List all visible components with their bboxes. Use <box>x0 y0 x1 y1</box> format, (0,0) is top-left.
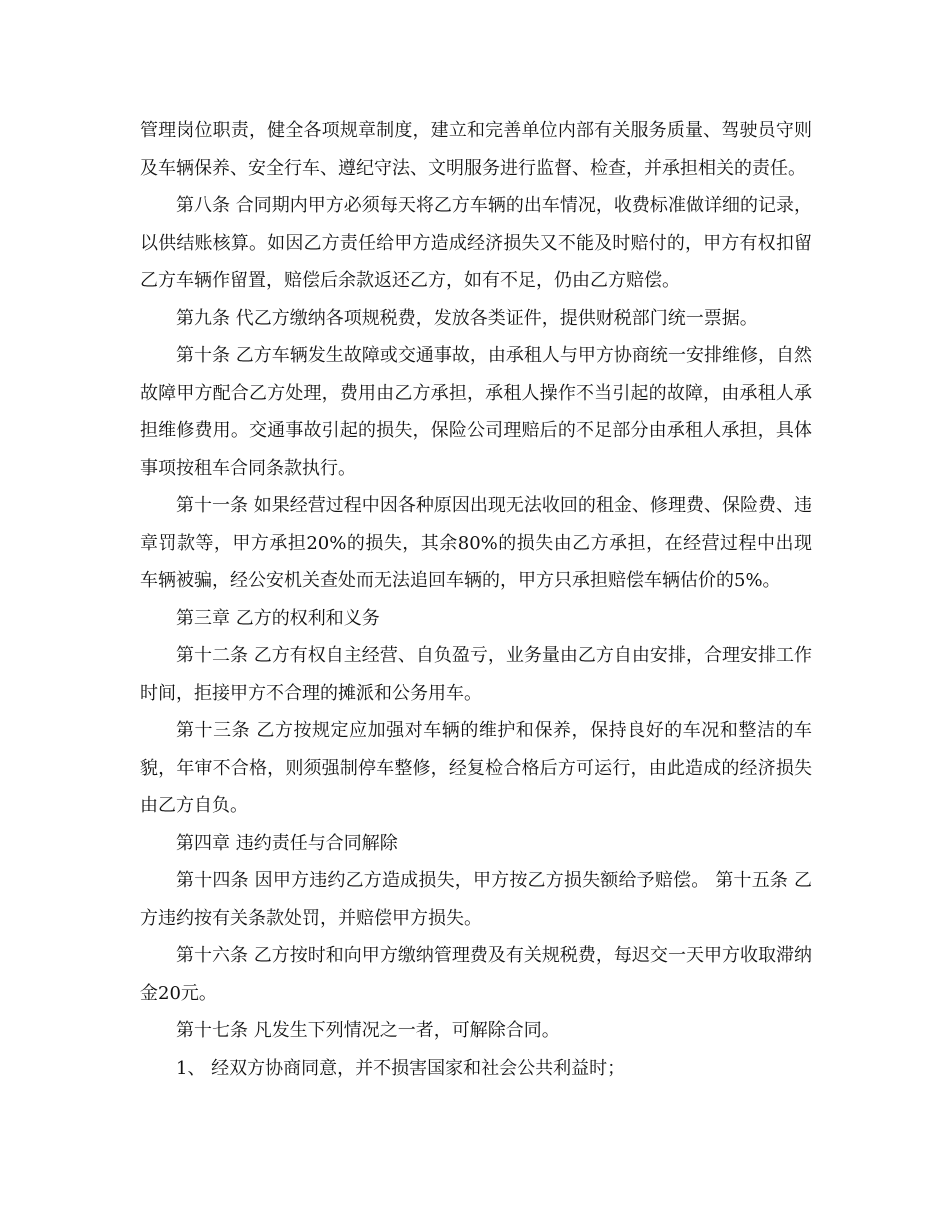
paragraph-article-12: 第十二条 乙方有权自主经营、自负盈亏，业务量由乙方自由安排，合理安排工作时间，拒接甲方不合理的摊派和公务用车。 <box>140 645 812 704</box>
chapter-3-heading: 第三章 乙方的权利和义务 <box>176 607 380 629</box>
list-item-1: 1、 经双方协商同意，并不损害国家和社会公共利益时； <box>176 1057 626 1079</box>
paragraph-article-8: 第八条 合同期内甲方必须每天将乙方车辆的出车情况，收费标准做详细的记录，以供结账核算。如因乙方责任给甲方造成经济损失又不能及时赔付的，甲方有权扣留乙方车辆作留置，赔偿后余款返还乙方，如有不足，仍由乙方赔偿。 <box>140 195 812 291</box>
document-body <box>140 112 812 1087</box>
paragraph-article-11: 第十一条 如果经营过程中因各种原因出现无法收回的租金、修理费、保险费、违章罚款等，甲方承担20%的损失，其余80%的损失由乙方承担，在经营过程中出现车辆被骗，经公安机关查处而无法追回车辆的，甲方只承担赔偿车辆估价的5%。 <box>140 495 812 591</box>
paragraph-article-10: 第十条 乙方车辆发生故障或交通事故，由承租人与甲方协商统一安排维修，自然故障甲方配合乙方处理，费用由乙方承担，承租人操作不当引起的故障，由承租人承担维修费用。交通事故引起的损失，保险公司理赔后的不足部分由承租人承担，具体事项按租车合同条款执行。 <box>140 345 812 479</box>
paragraph-article-9: 第九条 代乙方缴纳各项规税费，发放各类证件，提供财税部门统一票据。 <box>176 307 758 329</box>
paragraph-article-16: 第十六条 乙方按时和向甲方缴纳管理费及有关规税费，每迟交一天甲方收取滞纳金20元。 <box>140 945 812 1004</box>
chapter-4-heading: 第四章 违约责任与合同解除 <box>176 832 398 854</box>
paragraph-article-17: 第十七条 凡发生下列情况之一者，可解除合同。 <box>176 1020 560 1041</box>
paragraph-responsibilities-continued: 管理岗位职责，健全各项规章制度，建立和完善单位内部有关服务质量、驾驶员守则及车辆保养、安全行车、遵纪守法、文明服务进行监督、检查，并承担相关的责任。 <box>140 120 812 179</box>
paragraph-article-13: 第十三条 乙方按规定应加强对车辆的维护和保养，保持良好的车况和整洁的车貌，年审不合格，则须强制停车整修，经复检合格后方可运行，由此造成的经济损失由乙方自负。 <box>140 720 812 816</box>
paragraph-article-14-15: 第十四条 因甲方违约乙方造成损失，甲方按乙方损失额给予赔偿。 第十五条 乙方违约按有关条款处罚，并赔偿甲方损失。 <box>140 870 812 929</box>
